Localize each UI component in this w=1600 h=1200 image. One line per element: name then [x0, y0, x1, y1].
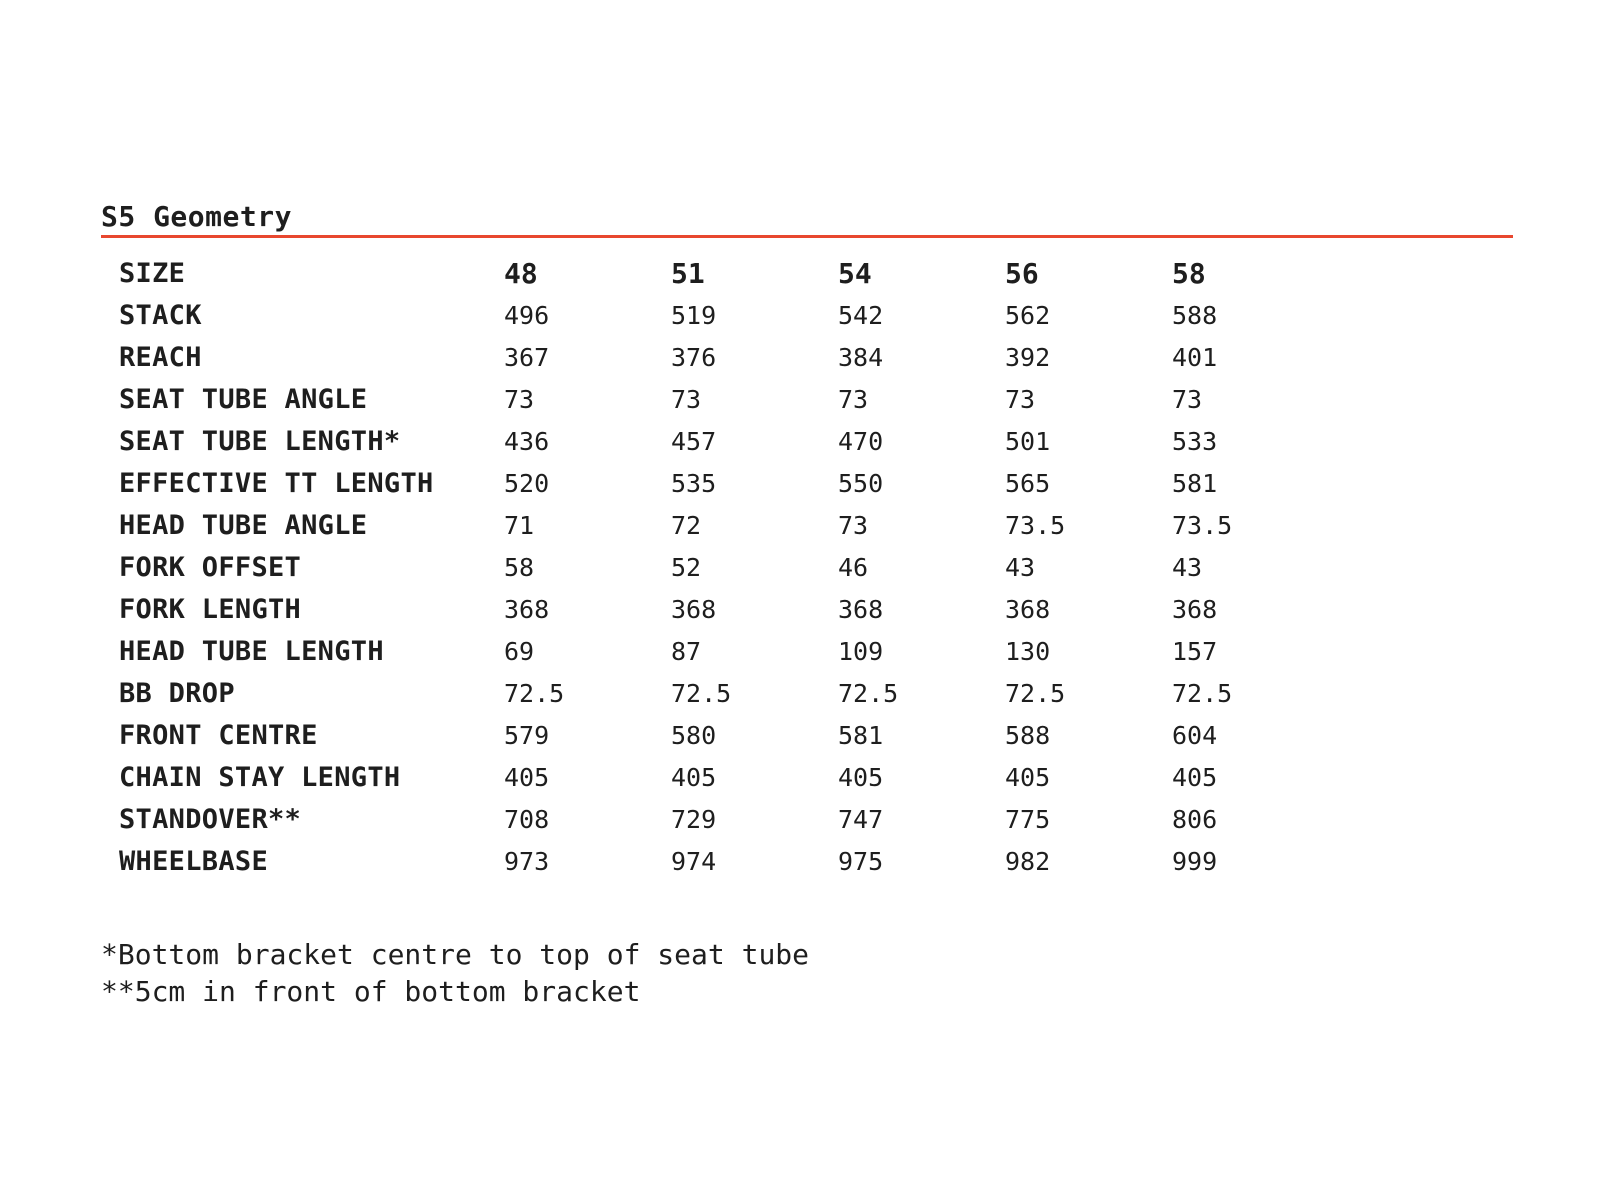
row-value: 579: [504, 720, 550, 750]
row-value: 73.5: [1005, 510, 1066, 540]
table-row: [119, 294, 1339, 336]
row-value: 69: [504, 636, 535, 666]
row-value: 588: [1005, 720, 1051, 750]
footnotes: [101, 936, 809, 1010]
header-size-value: 58: [1172, 256, 1206, 290]
row-value: 565: [1005, 468, 1051, 498]
row-label: REACH: [119, 341, 202, 373]
row-value: 368: [671, 594, 717, 624]
row-value: 405: [1005, 762, 1051, 792]
row-value: 604: [1172, 720, 1218, 750]
table-row: [119, 798, 1339, 840]
row-value: 550: [838, 468, 884, 498]
row-value: 973: [504, 846, 550, 876]
table-row: [119, 588, 1339, 630]
table-row: [119, 546, 1339, 588]
row-value: 588: [1172, 300, 1218, 330]
row-value: 405: [1172, 762, 1218, 792]
geometry-table: [119, 252, 1339, 882]
row-value: 708: [504, 804, 550, 834]
row-value: 405: [838, 762, 884, 792]
footnote-standover: **5cm in front of bottom bracket: [101, 975, 641, 1008]
row-label: SEAT TUBE ANGLE: [119, 383, 368, 415]
table-body: [119, 294, 1339, 882]
row-value: 392: [1005, 342, 1051, 372]
row-label: BB DROP: [119, 677, 235, 709]
table-row: [119, 630, 1339, 672]
table-row: [119, 672, 1339, 714]
row-value: 58: [504, 552, 535, 582]
row-value: 974: [671, 846, 717, 876]
row-value: 501: [1005, 426, 1051, 456]
table-row: [119, 336, 1339, 378]
row-label: CHAIN STAY LENGTH: [119, 761, 401, 793]
row-label: HEAD TUBE LENGTH: [119, 635, 384, 667]
row-label: STANDOVER**: [119, 803, 302, 835]
row-value: 71: [504, 510, 535, 540]
row-label: FORK OFFSET: [119, 551, 302, 583]
row-value: 52: [671, 552, 702, 582]
row-value: 457: [671, 426, 717, 456]
row-value: 533: [1172, 426, 1218, 456]
row-value: 580: [671, 720, 717, 750]
row-value: 405: [504, 762, 550, 792]
table-row: [119, 420, 1339, 462]
row-value: 982: [1005, 846, 1051, 876]
row-value: 368: [1172, 594, 1218, 624]
row-value: 46: [838, 552, 869, 582]
row-value: 405: [671, 762, 717, 792]
row-value: 368: [838, 594, 884, 624]
header-size-value: 48: [504, 256, 538, 290]
table-header-row: [119, 252, 1339, 294]
row-label: WHEELBASE: [119, 845, 268, 877]
row-value: 73: [1172, 384, 1203, 414]
row-value: 401: [1172, 342, 1218, 372]
row-label: SEAT TUBE LENGTH*: [119, 425, 401, 457]
row-value: 470: [838, 426, 884, 456]
row-value: 999: [1172, 846, 1218, 876]
footnote-seat-tube: *Bottom bracket centre to top of seat tube: [101, 938, 810, 971]
row-value: 130: [1005, 636, 1051, 666]
table-row: [119, 756, 1339, 798]
table-row: [119, 378, 1339, 420]
header-size-value: 54: [838, 256, 872, 290]
row-value: 72.5: [1172, 678, 1233, 708]
row-value: 72.5: [838, 678, 899, 708]
row-value: 109: [838, 636, 884, 666]
header-size-label: SIZE: [119, 257, 186, 289]
row-label: STACK: [119, 299, 202, 331]
row-value: 535: [671, 468, 717, 498]
header-size-value: 51: [671, 256, 705, 290]
table-row: [119, 714, 1339, 756]
row-value: 157: [1172, 636, 1218, 666]
row-value: 436: [504, 426, 550, 456]
row-value: 520: [504, 468, 550, 498]
title-divider: [101, 235, 1513, 238]
row-value: 581: [838, 720, 884, 750]
row-value: 775: [1005, 804, 1051, 834]
row-value: 542: [838, 300, 884, 330]
row-value: 368: [1005, 594, 1051, 624]
row-value: 73: [838, 384, 869, 414]
row-value: 43: [1172, 552, 1203, 582]
row-value: 367: [504, 342, 550, 372]
row-value: 73.5: [1172, 510, 1233, 540]
row-value: 747: [838, 804, 884, 834]
row-value: 73: [671, 384, 702, 414]
row-value: 72.5: [1005, 678, 1066, 708]
row-value: 368: [504, 594, 550, 624]
row-value: 384: [838, 342, 884, 372]
row-value: 562: [1005, 300, 1051, 330]
table-row: [119, 840, 1339, 882]
row-value: 376: [671, 342, 717, 372]
row-value: 806: [1172, 804, 1218, 834]
row-value: 87: [671, 636, 702, 666]
row-value: 72.5: [504, 678, 565, 708]
row-value: 43: [1005, 552, 1036, 582]
row-value: 72.5: [671, 678, 732, 708]
row-value: 73: [504, 384, 535, 414]
row-value: 73: [838, 510, 869, 540]
row-value: 729: [671, 804, 717, 834]
row-label: EFFECTIVE TT LENGTH: [119, 467, 434, 499]
row-value: 73: [1005, 384, 1036, 414]
row-value: 519: [671, 300, 717, 330]
row-value: 975: [838, 846, 884, 876]
row-value: 581: [1172, 468, 1218, 498]
row-value: 72: [671, 510, 702, 540]
row-label: FORK LENGTH: [119, 593, 302, 625]
table-row: [119, 504, 1339, 546]
header-size-value: 56: [1005, 256, 1039, 290]
table-row: [119, 462, 1339, 504]
row-value: 496: [504, 300, 550, 330]
page-title: S5 Geometry: [101, 200, 292, 233]
row-label: FRONT CENTRE: [119, 719, 318, 751]
row-label: HEAD TUBE ANGLE: [119, 509, 368, 541]
